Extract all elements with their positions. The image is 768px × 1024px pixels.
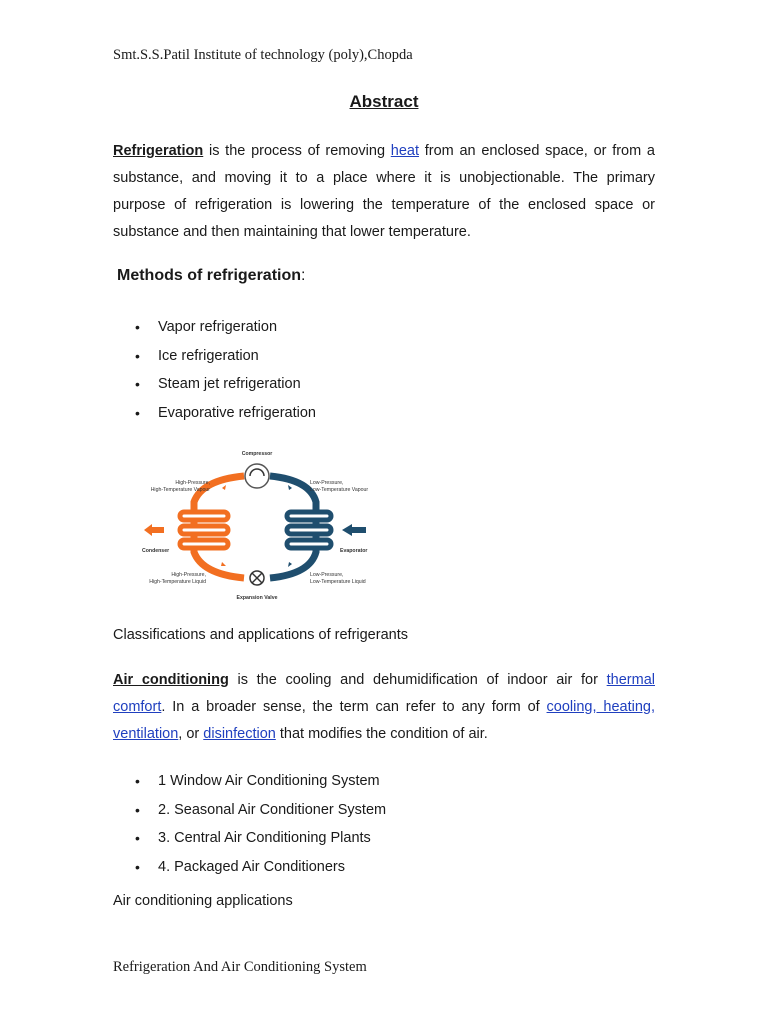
lp-liquid-label-2: Low-Temperature Liquid xyxy=(310,579,366,585)
flow-arrow-icon xyxy=(288,562,292,567)
hp-liquid-label-2: High-Temperature Liquid xyxy=(149,579,206,585)
evaporator-coil xyxy=(287,512,331,548)
flow-arrow-icon xyxy=(288,485,292,490)
list-item: • Evaporative refrigeration xyxy=(113,403,316,432)
lp-liquid-label-1: Low-Pressure, xyxy=(310,572,344,578)
ac-applications-line: Air conditioning applications xyxy=(113,893,293,909)
ac-text-4: that modifies the condition of air. xyxy=(275,726,488,742)
ac-text-1: is the cooling and dehumidification of indoor air for xyxy=(228,672,607,688)
refrigeration-term: Refrigeration xyxy=(113,143,204,159)
refrigeration-text-2: from an enclosed space, or from a substance, and moving it to a place where it is unobjectionable. The primary purpose of refrigeration is lowering the temperature of the enclosed space or substance and then maintaining that lower temperature. xyxy=(113,143,655,240)
heat-link[interactable]: heat xyxy=(390,143,420,159)
methods-heading-text: Methods of refrigeration xyxy=(117,267,302,284)
condenser-label: Condenser xyxy=(142,548,170,554)
methods-heading-colon: : xyxy=(301,267,306,284)
flow-arrow-icon xyxy=(222,485,226,490)
ac-term: Air conditioning xyxy=(113,672,229,688)
classifications-line: Classifications and applications of refrigerants xyxy=(113,627,408,643)
list-item: • 1 Window Air Conditioning System xyxy=(113,771,386,800)
list-item: • 2. Seasonal Air Conditioner System xyxy=(113,800,386,829)
ac-paragraph xyxy=(113,667,655,748)
expansion-valve-label: Expansion Valve xyxy=(236,595,278,601)
expansion-valve-icon xyxy=(250,571,264,585)
hp-vapour-label-2: High-Temperature Vapour xyxy=(150,487,210,493)
heat-in-arrow-icon xyxy=(342,524,366,536)
thermal-comfort-link[interactable]: thermal comfort xyxy=(113,672,655,715)
heat-out-arrow-icon xyxy=(144,524,164,536)
page-title: Abstract xyxy=(349,92,419,111)
refrigeration-paragraph xyxy=(113,138,655,246)
refrigeration-text-1: is the process of removing xyxy=(203,143,391,159)
evaporator-label: Evaporator xyxy=(340,548,368,554)
compressor-icon xyxy=(245,464,269,488)
hp-vapour-label-1: High-Pressure, xyxy=(175,480,210,486)
hp-liquid-label-1: High-Pressure, xyxy=(171,572,206,578)
compressor-label: Compressor xyxy=(241,451,273,457)
lp-vapour-label-2: Low-Temperature Vapour xyxy=(310,487,369,493)
ac-types-list xyxy=(113,771,386,885)
refrigeration-cycle-diagram xyxy=(132,442,387,607)
methods-heading xyxy=(117,267,305,285)
ac-text-2: . In a broader sense, the term can refer to any form of xyxy=(161,699,547,715)
cooling-heating-ventilation-link[interactable]: cooling, heating, ventilation xyxy=(113,699,656,742)
methods-list xyxy=(113,317,316,431)
ac-text-3: , or xyxy=(178,726,204,742)
lp-vapour-label-1: Low-Pressure, xyxy=(310,480,344,486)
list-item: • Ice refrigeration xyxy=(113,346,316,375)
list-item: • Vapor refrigeration xyxy=(113,317,316,346)
page-header: Smt.S.S.Patil Institute of technology (poly),Chopda xyxy=(113,47,413,63)
list-item: • 3. Central Air Conditioning Plants xyxy=(113,828,386,857)
disinfection-link[interactable]: disinfection xyxy=(203,726,276,742)
flow-arrow-icon xyxy=(221,562,226,566)
list-item: • 4. Packaged Air Conditioners xyxy=(113,857,386,886)
condenser-coil xyxy=(180,512,228,548)
list-item: • Steam jet refrigeration xyxy=(113,374,316,403)
page-footer: Refrigeration And Air Conditioning System xyxy=(113,959,367,975)
